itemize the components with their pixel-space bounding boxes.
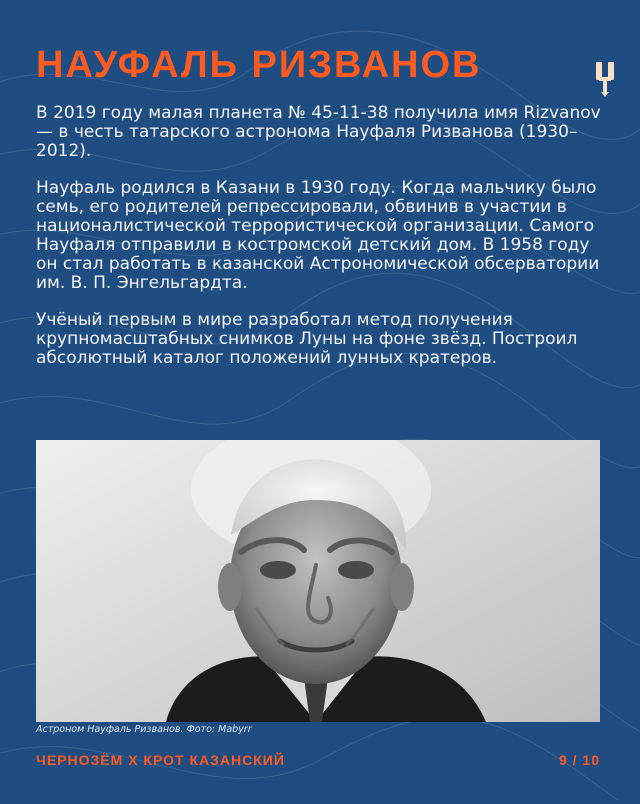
portrait-photo [36,440,600,722]
paragraph-1: В 2019 году малая планета № 45-11-38 получила имя Rizvanov — в честь татарского астронома Науфаля Ризванова (1930–2012). [36,103,601,162]
page-indicator: 9 / 10 [558,752,600,768]
brand-logo-icon [592,58,618,98]
photo-caption: Астроном Науфаль Ризванов. Фото: Mabyrr [36,724,252,735]
article-text [36,104,602,386]
footer-brand-text: ЧЕРНОЗЁМ X КРОТ КАЗАНСКИЙ [36,752,285,768]
paragraph-2: Науфаль родился в Казани в 1930 году. Когда мальчику было семь, его родителей репрессировали, обвинив в участии в националистической террористической организации. Самого Науфаля отправили в костромской детский дом. В 1958 году он стал работать в казанской Астрономической обсерватории им. В. П. Энгельгардта. [36,178,600,294]
paragraph-3: Учёный первым в мире разработал метод получения крупномасштабных снимков Луны на фоне звёзд. Построил абсолютный каталог положений лунных кратеров. [36,310,578,369]
page-title: НАУФАЛЬ РИЗВАНОВ [36,44,482,86]
